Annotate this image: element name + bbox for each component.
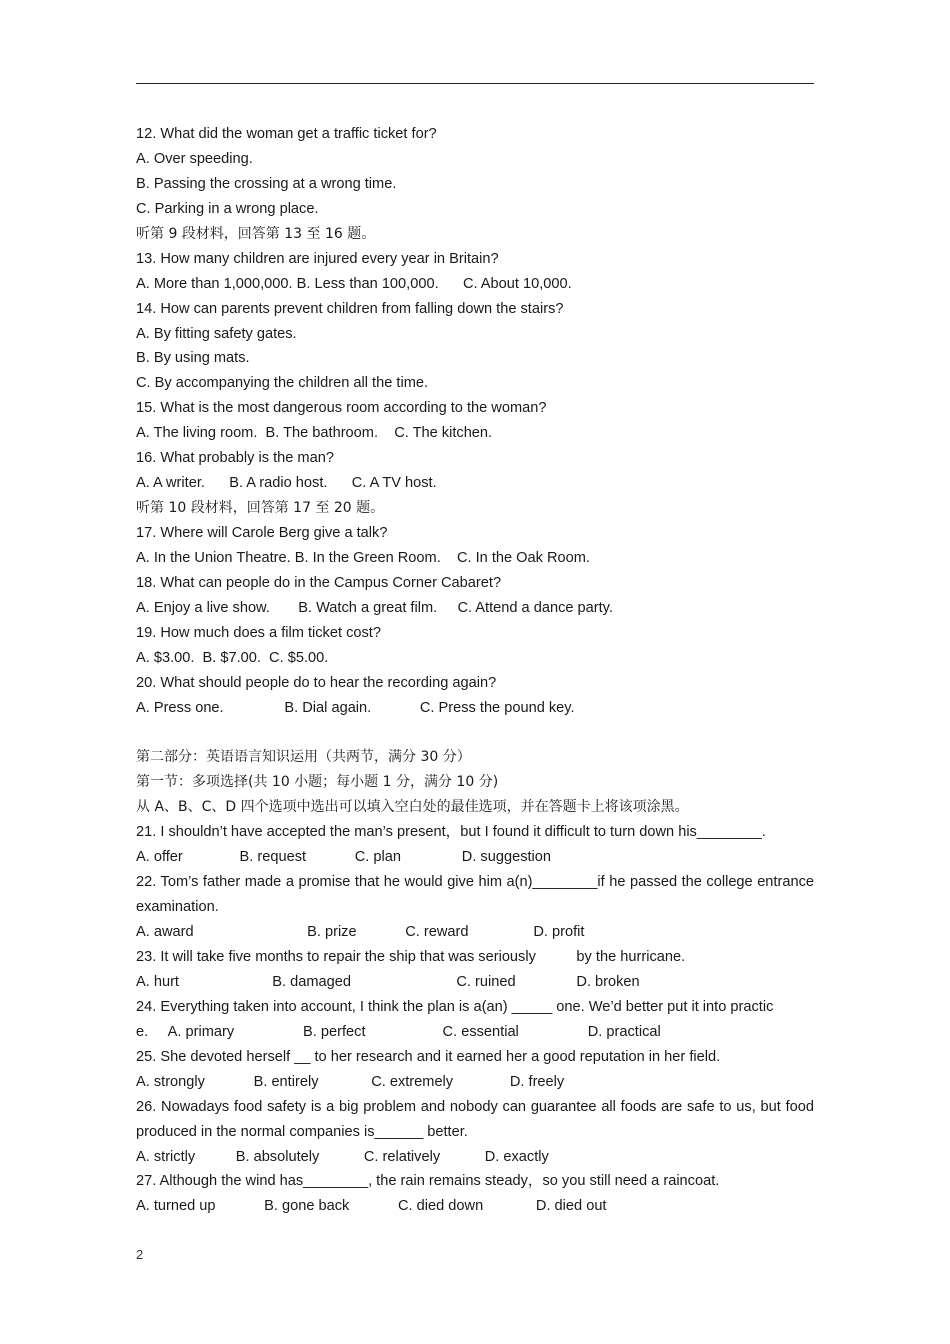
page-body <box>136 122 814 1219</box>
section-instruction: 听第 10 段材料，回答第 17 至 20 题。 <box>136 500 385 517</box>
question-23: 23. It will take five months to repair the ship that was seriously by the hurricane. <box>136 948 686 965</box>
question-24: 24. Everything taken into account, I think the plan is a(an) _____ one. We’d better put it into practic <box>136 998 774 1015</box>
option-line: A. $3.00. B. $7.00. C. $5.00. <box>136 649 329 666</box>
option-line: A. The living room. B. The bathroom. C. The kitchen. <box>136 425 493 442</box>
question-25: 25. She devoted herself __ to her research and it earned her a good reputation in her field. <box>136 1048 721 1065</box>
option-line: A. hurt B. damaged C. ruined D. broken <box>136 973 640 990</box>
option-line: A. By fitting safety gates. <box>136 325 297 342</box>
option-line: A. award B. prize C. reward D. profit <box>136 924 585 941</box>
option-line: C. Parking in a wrong place. <box>136 200 319 217</box>
question-17: 17. Where will Carole Berg give a talk? <box>136 525 388 541</box>
question-15: 15. What is the most dangerous room according to the woman? <box>136 400 547 417</box>
question-12: 12. What did the woman get a traffic ticket for? <box>136 126 437 142</box>
option-line: A. A writer. B. A radio host. C. A TV host. <box>136 475 437 492</box>
section-heading: 第一节：多项选择(共 10 小题；每小题 1 分，满分 10 分) <box>136 774 499 791</box>
option-line: A. turned up B. gone back C. died down D. died out <box>136 1198 607 1215</box>
question-19: 19. How much does a film ticket cost? <box>136 624 381 641</box>
question-21: 21. I shouldn’t have accepted the man’s present，but I found it difficult to turn down his________. <box>136 824 766 841</box>
question-13: 13. How many children are injured every year in Britain? <box>136 250 499 267</box>
header-rule <box>136 83 814 84</box>
part-heading: 第二部分：英语语言知识运用（共两节，满分 30 分） <box>136 749 471 766</box>
option-line: A. offer B. request C. plan D. suggestion <box>136 849 552 866</box>
option-line: C. By accompanying the children all the time. <box>136 375 429 392</box>
page-number: 2 <box>136 1247 144 1262</box>
option-line: A. Press one. B. Dial again. C. Press the pound key. <box>136 699 575 716</box>
section-instruction: 听第 9 段材料，回答第 13 至 16 题。 <box>136 225 376 242</box>
option-line: B. Passing the crossing at a wrong time. <box>136 175 397 192</box>
question-16: 16. What probably is the man? <box>136 450 334 467</box>
option-line: B. By using mats. <box>136 350 250 367</box>
option-line: A. strongly B. entirely C. extremely D. freely <box>136 1073 565 1090</box>
question-14: 14. How can parents prevent children from falling down the stairs? <box>136 300 564 317</box>
question-26: 26. Nowadays food safety is a big problem and nobody can guarantee all foods are safe to us, but food produced in the normal companies is______ better. <box>136 1098 814 1140</box>
option-line: A. Over speeding. <box>136 150 253 167</box>
option-line: A. strictly B. absolutely C. relatively D. exactly <box>136 1148 549 1165</box>
option-line: e. A. primary B. perfect C. essential D. practical <box>136 1023 661 1040</box>
option-line: A. Enjoy a live show. B. Watch a great film. C. Attend a dance party. <box>136 599 613 616</box>
question-20: 20. What should people do to hear the recording again? <box>136 674 497 691</box>
question-22: 22. Tom’s father made a promise that he would give him a(n)________if he passed the college entrance examination. <box>136 874 814 916</box>
blank-line <box>136 721 814 746</box>
section-instruction: 从 A、B、C、D 四个选项中选出可以填入空白处的最佳选项，并在答题卡上将该项涂黑。 <box>136 799 689 816</box>
option-line: A. In the Union Theatre. B. In the Green Room. C. In the Oak Room. <box>136 549 590 566</box>
question-18: 18. What can people do in the Campus Corner Cabaret? <box>136 574 502 591</box>
question-27: 27. Although the wind has________, the rain remains steady，so you still need a raincoat. <box>136 1173 720 1190</box>
option-line: A. More than 1,000,000. B. Less than 100,000. C. About 10,000. <box>136 275 572 292</box>
